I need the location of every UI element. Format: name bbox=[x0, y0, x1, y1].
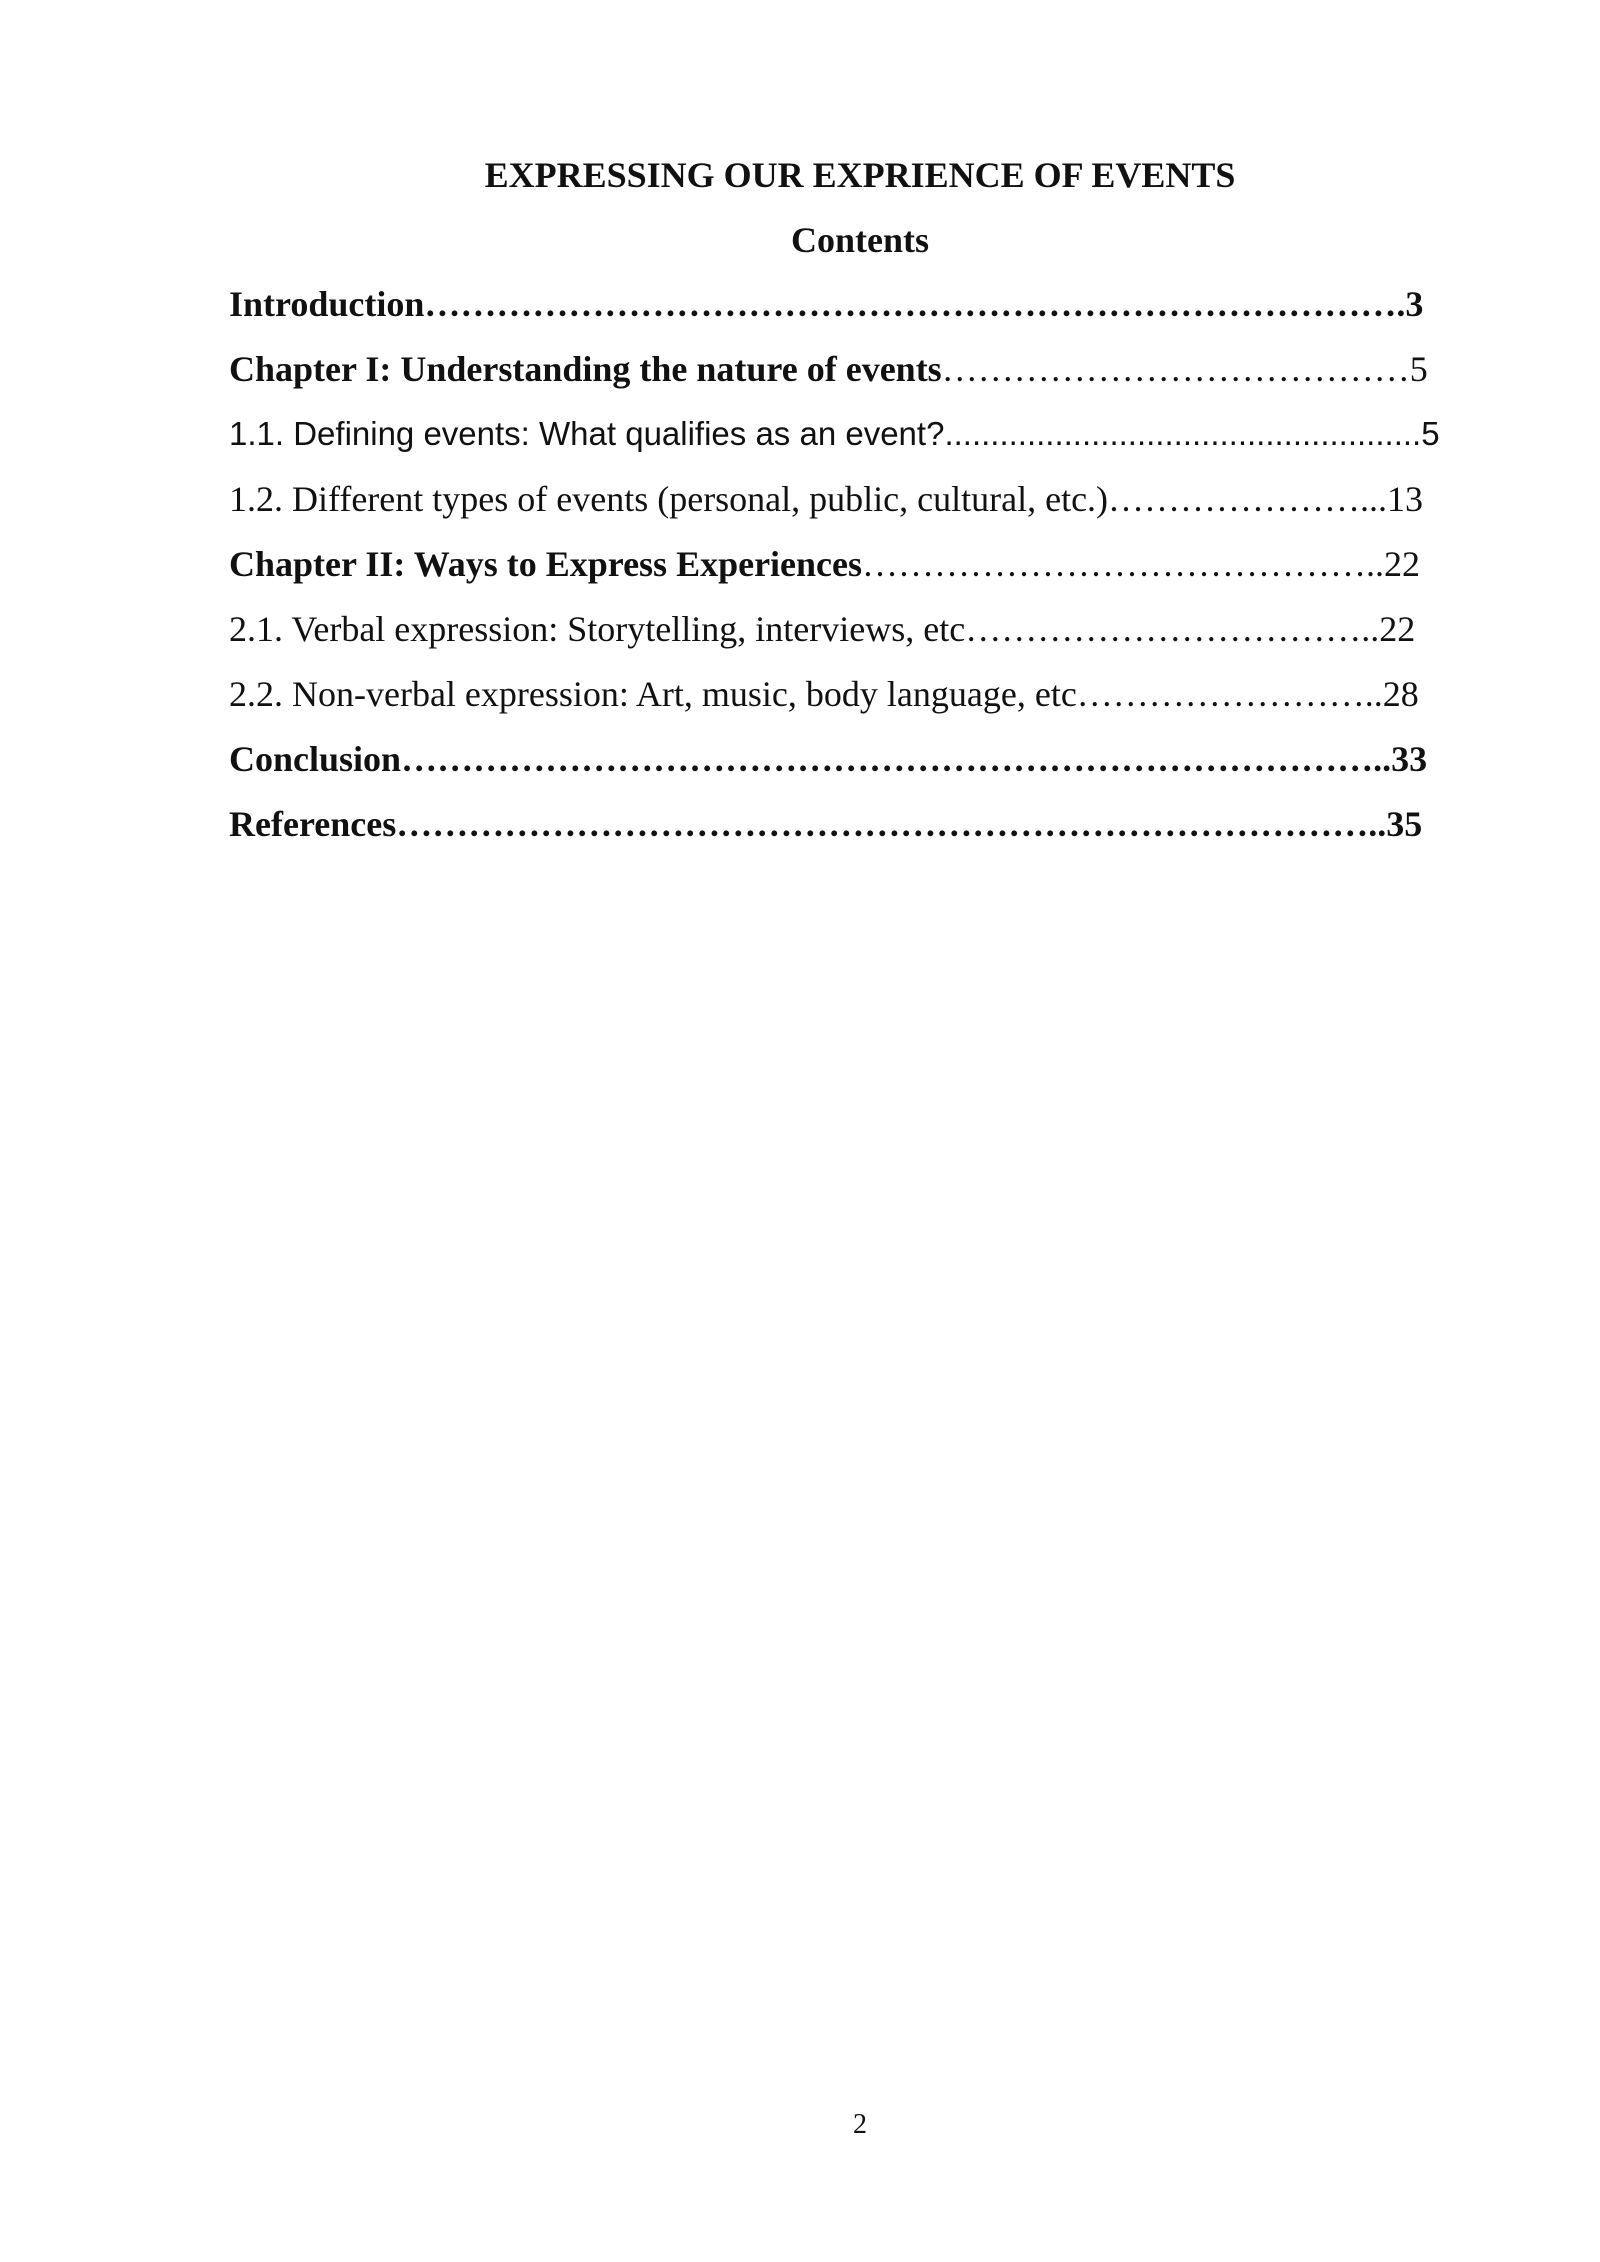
toc-entry-label: 2.1. Verbal expression: Storytelling, interviews, etc bbox=[229, 609, 966, 649]
toc-entry-chapter-1[interactable] bbox=[229, 348, 1428, 390]
toc-entry-page: 22 bbox=[1379, 609, 1416, 649]
toc-entry-page: 22 bbox=[1384, 544, 1421, 584]
toc-entry-leader: ……………………………………………………………………….. bbox=[396, 804, 1387, 844]
toc-entry-page: 35 bbox=[1386, 804, 1423, 844]
toc-entry-page: 3 bbox=[1405, 284, 1424, 324]
toc-entry-label: 1.1. Defining events: What qualifies as an event? bbox=[229, 415, 945, 452]
toc-entry-page: 33 bbox=[1391, 739, 1428, 779]
toc-entry-introduction[interactable] bbox=[229, 283, 1423, 325]
toc-entry-conclusion[interactable] bbox=[229, 738, 1427, 780]
toc-entry-chapter-2[interactable] bbox=[229, 543, 1420, 585]
toc-entry-label: Chapter II: Ways to Express Experiences bbox=[229, 544, 863, 584]
toc-entry-references[interactable] bbox=[229, 803, 1422, 845]
toc-entry-section-1-1[interactable] bbox=[229, 413, 1440, 455]
toc-entry-leader: ………………………………………………………………………. bbox=[424, 284, 1406, 324]
toc-entry-label: Introduction bbox=[229, 284, 425, 324]
toc-entry-page: 5 bbox=[1421, 415, 1440, 452]
toc-entry-leader: .................................................... bbox=[944, 415, 1422, 452]
toc-entry-leader: ………………………………… bbox=[941, 349, 1410, 389]
toc-entry-page: 28 bbox=[1382, 674, 1419, 714]
toc-entry-section-2-2[interactable] bbox=[229, 673, 1419, 715]
contents-heading: Contents bbox=[790, 220, 929, 260]
toc-entry-leader: ……………………………………………………………………….. bbox=[401, 739, 1392, 779]
toc-entry-label: References bbox=[229, 804, 397, 844]
toc-entry-label: 2.2. Non-verbal expression: Art, music, body language, etc bbox=[229, 674, 1077, 714]
toc-entry-leader: …………………………………….. bbox=[862, 544, 1385, 584]
toc-entry-label: 1.2. Different types of events (personal, public, cultural, etc.) bbox=[229, 479, 1109, 519]
toc-entry-section-1-2[interactable] bbox=[229, 478, 1423, 520]
toc-entry-page: 5 bbox=[1409, 349, 1428, 389]
page-number: 2 bbox=[853, 2109, 867, 2140]
toc-entry-section-2-1[interactable] bbox=[229, 608, 1415, 650]
toc-entry-label: Conclusion bbox=[229, 739, 402, 779]
document-title: EXPRESSING OUR EXPRIENCE OF EVENTS bbox=[484, 155, 1236, 195]
toc-entry-leader: …………………….. bbox=[1076, 674, 1383, 714]
toc-entry-label: Chapter I: Understanding the nature of events bbox=[229, 349, 942, 389]
toc-entry-page: 13 bbox=[1387, 479, 1424, 519]
toc-entry-leader: …………………………….. bbox=[965, 609, 1380, 649]
toc-entry-leader: …………………... bbox=[1108, 479, 1388, 519]
